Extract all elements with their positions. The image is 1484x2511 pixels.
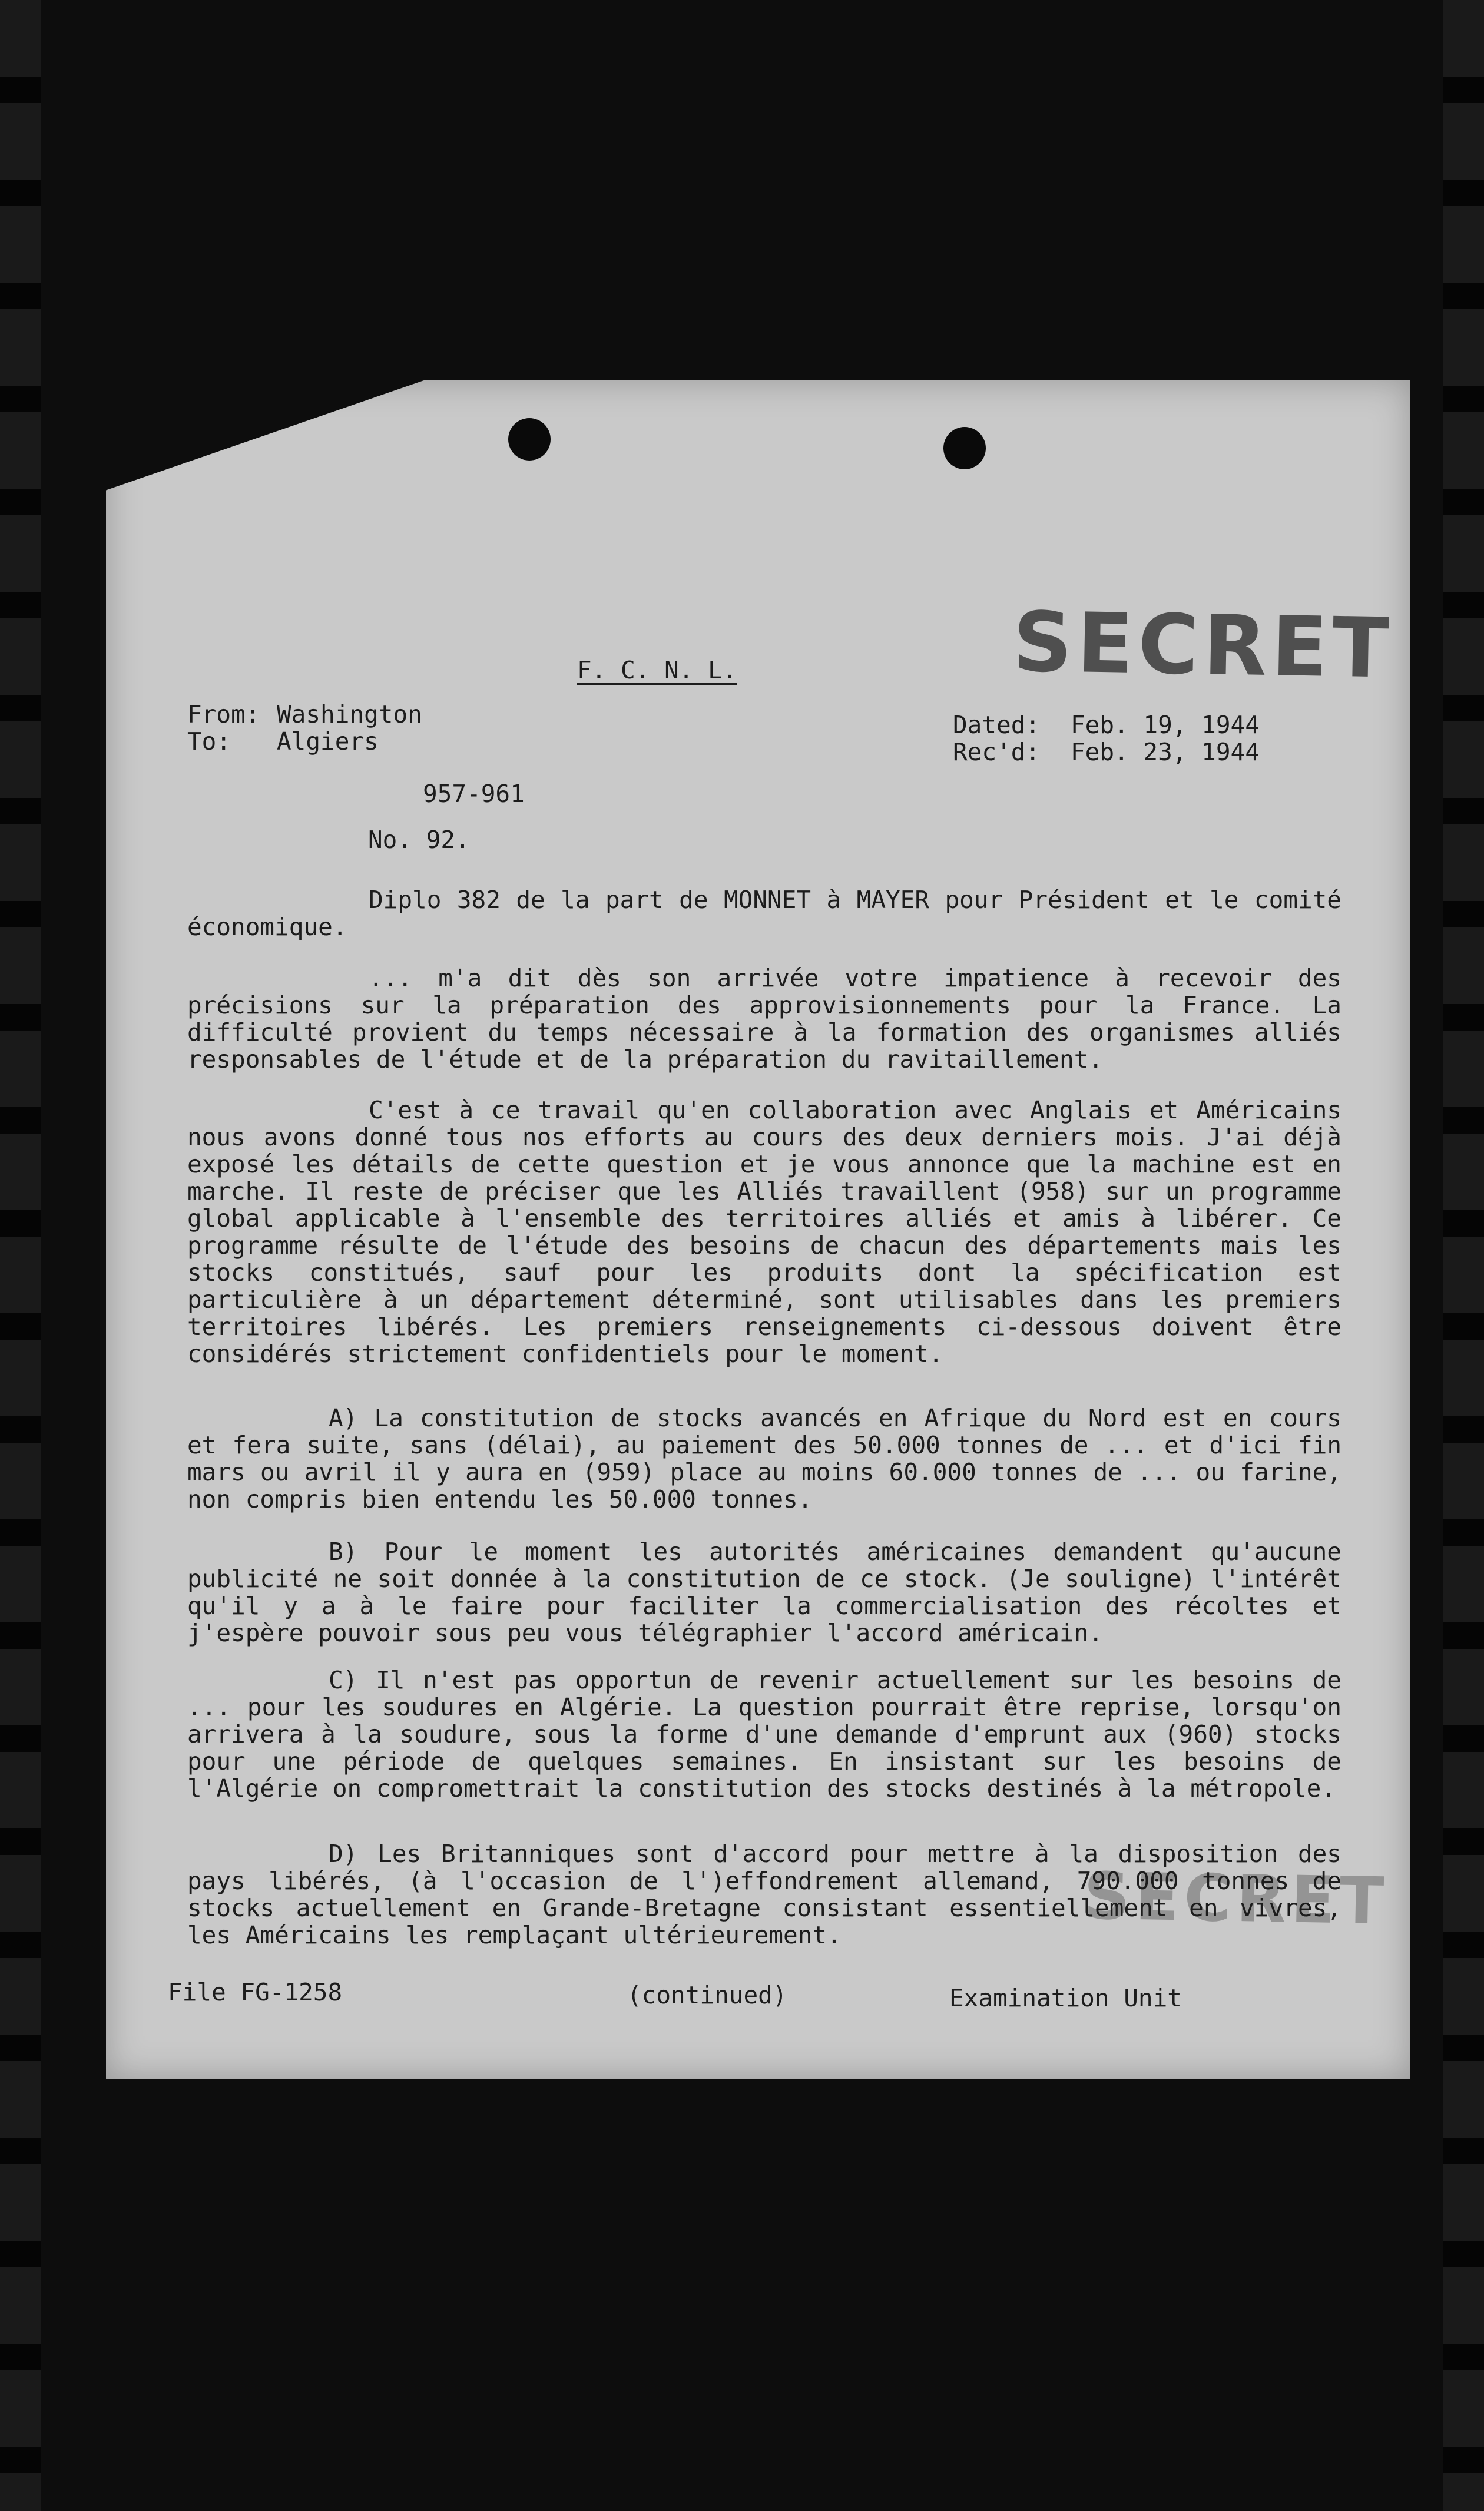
recd-label: Rec'd: [953, 738, 1041, 766]
paragraph-1 [187, 965, 1341, 1073]
dated-value: Feb. 19, 1944 [1071, 711, 1260, 739]
document-code: F. C. N. L. [577, 656, 737, 684]
paragraph-b [187, 1538, 1341, 1647]
paragraph-d [187, 1840, 1341, 1949]
intro-text: Diplo 382 de la part de MONNET à MAYER pour Président et le comité économique. [187, 886, 1341, 941]
paragraph-2 [187, 1097, 1341, 1367]
secret-stamp: SECRET [1012, 594, 1394, 697]
paragraph-c [187, 1667, 1341, 1802]
paragraph-2-text: C'est à ce travail qu'en collaboration avec Anglais et Américains nous avons donné tous nos efforts au cours des deux derniers mois. J'ai déjà exposé les détails de cette question et je vous annonce que la machine est en marche. Il reste de préciser que les Alliés travaillent (958) sur un programme global applicable à l'ensemble des territoires alliés et amis à libérer. Ce programme résulte de l'étude des besoins de chacun des départements mais les stocks constitués, sauf pour les produits dont la spécification est particulière à un département déterminé, sont utilisables dans les premiers territoires libérés. Les premiers renseignements ci-dessous doivent être considérés strictement confidentiels pour le moment. [187, 1096, 1341, 1368]
film-edge-left [0, 0, 41, 2511]
continued-note: (continued) [627, 1981, 787, 2009]
paragraph-c-text: C) Il n'est pas opportun de revenir actuellement sur les besoins de ... pour les soudures en Algérie. La question pourrait être reprise, lorsqu'on arrivera à la soudure, sous la forme d'une demande d'emprunt aux (960) stocks pour une période de quelques semaines. En insistant sur les besoins de l'Algérie on compromettrait la constitution des stocks destinés à la métropole. [187, 1666, 1341, 1803]
intro-paragraph [187, 886, 1341, 940]
paragraph-b-text: B) Pour le moment les autorités américaines demandent qu'aucune publicité ne soit donnée à la constitution de ce stock. (Je souligne) l'intérêt qu'il y a à le faire pour faciliter la commercialisation des récoltes et j'espère pouvoir sous peu vous télégraphier l'accord américain. [187, 1538, 1341, 1647]
paragraph-d-text: D) Les Britanniques sont d'accord pour mettre à la disposition des pays libérés, (à l'occasion de l')effondrement allemand, 790.000 tonnes de stocks actuellement en Grande-Bretagne consistant essentiellement en vivres, les Américains les remplaçant ultérieurement. [187, 1840, 1341, 1949]
from-label: From: [187, 700, 260, 728]
reference-numbers: 957-961 [423, 780, 525, 808]
paragraph-a [187, 1404, 1341, 1513]
recd-value: Feb. 23, 1944 [1071, 738, 1260, 766]
paragraph-1-text: ... m'a dit dès son arrivée votre impatience à recevoir des précisions sur la préparation des approvisionnements pour la France. La difficulté provient du temps nécessaire à la formation des organismes alliés responsables de l'étude et de la préparation du ravitaillement. [187, 964, 1341, 1074]
dated-label: Dated: [953, 711, 1041, 739]
to-value: Algiers [277, 727, 379, 756]
to-label: To: [187, 727, 231, 756]
message-number: No. 92. [368, 826, 470, 854]
punch-hole [943, 427, 986, 469]
punch-hole [508, 418, 551, 461]
from-value: Washington [277, 700, 422, 728]
paragraph-a-text: A) La constitution de stocks avancés en Afrique du Nord est en cours et fera suite, sans (délai), au paiement des 50.000 tonnes de ... et d'ici fin mars ou avril il y aura en (959) place au moins 60.000 tonnes de ... ou farine, non compris bien entendu les 50.000 tonnes. [187, 1404, 1341, 1513]
secret-stamp-faint: SECRET [1082, 1858, 1390, 1939]
file-reference: File FG-1258 [168, 1978, 343, 2006]
examination-unit: Examination Unit [949, 1984, 1182, 2012]
film-edge-right [1443, 0, 1484, 2511]
